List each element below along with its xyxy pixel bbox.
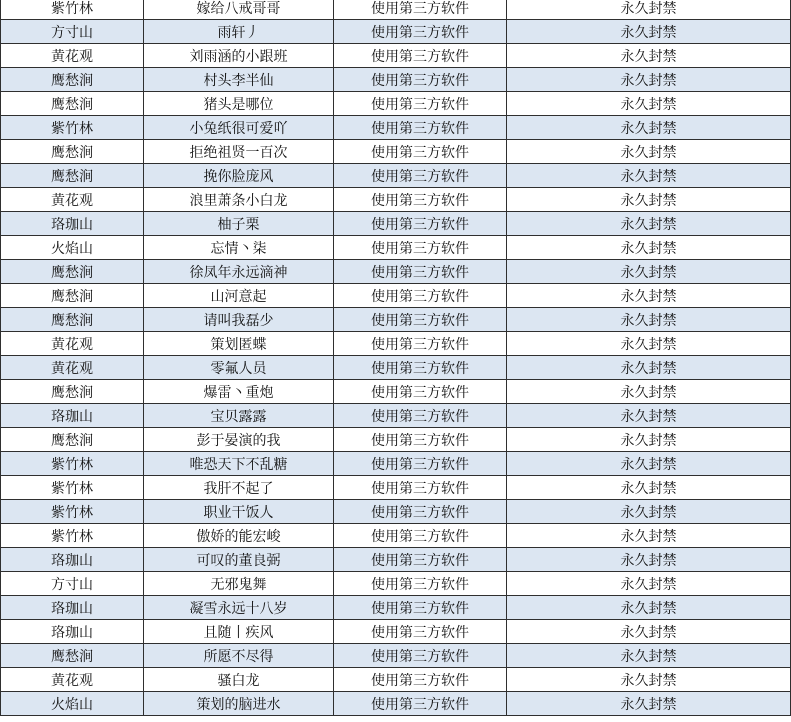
reason-cell: 使用第三方软件 [334, 452, 507, 476]
reason-cell: 使用第三方软件 [334, 644, 507, 668]
table-row [1, 20, 791, 44]
server-cell: 鹰愁涧 [1, 428, 144, 452]
table-row [1, 188, 791, 212]
penalty-cell: 永久封禁 [507, 260, 791, 284]
penalty-cell: 永久封禁 [507, 548, 791, 572]
reason-cell: 使用第三方软件 [334, 668, 507, 692]
player-name-cell: 浪里萧条小白龙 [144, 188, 334, 212]
player-name-cell: 彭于晏演的我 [144, 428, 334, 452]
penalty-cell: 永久封禁 [507, 68, 791, 92]
penalty-cell: 永久封禁 [507, 404, 791, 428]
table-row [1, 500, 791, 524]
penalty-cell: 永久封禁 [507, 332, 791, 356]
player-name-cell: 凝雪永远十八岁 [144, 596, 334, 620]
player-name-cell: 山河意起 [144, 284, 334, 308]
player-name-cell: 猪头是哪位 [144, 92, 334, 116]
reason-cell: 使用第三方软件 [334, 140, 507, 164]
player-name-cell: 宝贝露露 [144, 404, 334, 428]
server-cell: 方寸山 [1, 20, 144, 44]
server-cell: 黄花观 [1, 668, 144, 692]
reason-cell: 使用第三方软件 [334, 548, 507, 572]
table-row [1, 284, 791, 308]
table-row [1, 44, 791, 68]
penalty-cell: 永久封禁 [507, 380, 791, 404]
reason-cell: 使用第三方软件 [334, 260, 507, 284]
table-row [1, 164, 791, 188]
server-cell: 珞珈山 [1, 212, 144, 236]
penalty-cell: 永久封禁 [507, 236, 791, 260]
server-cell: 鹰愁涧 [1, 68, 144, 92]
table-row [1, 92, 791, 116]
table-row [1, 476, 791, 500]
table-row [1, 452, 791, 476]
table-row [1, 404, 791, 428]
player-name-cell: 职业干饭人 [144, 500, 334, 524]
penalty-cell: 永久封禁 [507, 356, 791, 380]
table-row [1, 692, 791, 716]
server-cell: 珞珈山 [1, 548, 144, 572]
reason-cell: 使用第三方软件 [334, 44, 507, 68]
table-row [1, 620, 791, 644]
table-row [1, 596, 791, 620]
player-name-cell: 雨轩丿 [144, 20, 334, 44]
reason-cell: 使用第三方软件 [334, 308, 507, 332]
server-cell: 紫竹林 [1, 524, 144, 548]
penalty-cell: 永久封禁 [507, 20, 791, 44]
player-name-cell: 小兔纸很可爱吖 [144, 116, 334, 140]
reason-cell: 使用第三方软件 [334, 332, 507, 356]
server-cell: 黄花观 [1, 332, 144, 356]
penalty-cell: 永久封禁 [507, 188, 791, 212]
penalty-cell: 永久封禁 [507, 0, 791, 20]
reason-cell: 使用第三方软件 [334, 404, 507, 428]
server-cell: 黄花观 [1, 44, 144, 68]
reason-cell: 使用第三方软件 [334, 620, 507, 644]
ban-list-body [1, 0, 791, 716]
player-name-cell: 无邪鬼舞 [144, 572, 334, 596]
table-row [1, 380, 791, 404]
penalty-cell: 永久封禁 [507, 308, 791, 332]
reason-cell: 使用第三方软件 [334, 92, 507, 116]
server-cell: 珞珈山 [1, 620, 144, 644]
player-name-cell: 柚子栗 [144, 212, 334, 236]
player-name-cell: 零氟人员 [144, 356, 334, 380]
table-row [1, 140, 791, 164]
reason-cell: 使用第三方软件 [334, 0, 507, 20]
player-name-cell: 村头李半仙 [144, 68, 334, 92]
server-cell: 方寸山 [1, 572, 144, 596]
reason-cell: 使用第三方软件 [334, 212, 507, 236]
penalty-cell: 永久封禁 [507, 692, 791, 716]
player-name-cell: 策划匿蝶 [144, 332, 334, 356]
penalty-cell: 永久封禁 [507, 164, 791, 188]
player-name-cell: 请叫我磊少 [144, 308, 334, 332]
penalty-cell: 永久封禁 [507, 476, 791, 500]
player-name-cell: 我肝不起了 [144, 476, 334, 500]
table-row [1, 68, 791, 92]
reason-cell: 使用第三方软件 [334, 188, 507, 212]
server-cell: 鹰愁涧 [1, 92, 144, 116]
server-cell: 火焰山 [1, 236, 144, 260]
player-name-cell: 刘雨涵的小跟班 [144, 44, 334, 68]
table-row [1, 332, 791, 356]
player-name-cell: 忘情丶柒 [144, 236, 334, 260]
table-row [1, 524, 791, 548]
table-row [1, 212, 791, 236]
reason-cell: 使用第三方软件 [334, 284, 507, 308]
reason-cell: 使用第三方软件 [334, 476, 507, 500]
penalty-cell: 永久封禁 [507, 668, 791, 692]
table-row [1, 308, 791, 332]
reason-cell: 使用第三方软件 [334, 572, 507, 596]
penalty-cell: 永久封禁 [507, 596, 791, 620]
player-name-cell: 挽你脸庞风 [144, 164, 334, 188]
table-row [1, 668, 791, 692]
penalty-cell: 永久封禁 [507, 452, 791, 476]
player-name-cell: 所愿不尽得 [144, 644, 334, 668]
server-cell: 珞珈山 [1, 404, 144, 428]
player-name-cell: 策划的脑进水 [144, 692, 334, 716]
reason-cell: 使用第三方软件 [334, 164, 507, 188]
reason-cell: 使用第三方软件 [334, 236, 507, 260]
player-name-cell: 嫁给八戒哥哥 [144, 0, 334, 20]
player-name-cell: 拒绝祖贤一百次 [144, 140, 334, 164]
table-row [1, 356, 791, 380]
server-cell: 黄花观 [1, 356, 144, 380]
reason-cell: 使用第三方软件 [334, 116, 507, 140]
table-row [1, 236, 791, 260]
server-cell: 紫竹林 [1, 0, 144, 20]
server-cell: 黄花观 [1, 188, 144, 212]
penalty-cell: 永久封禁 [507, 284, 791, 308]
penalty-cell: 永久封禁 [507, 212, 791, 236]
reason-cell: 使用第三方软件 [334, 428, 507, 452]
reason-cell: 使用第三方软件 [334, 380, 507, 404]
server-cell: 鹰愁涧 [1, 380, 144, 404]
penalty-cell: 永久封禁 [507, 44, 791, 68]
server-cell: 鹰愁涧 [1, 140, 144, 164]
reason-cell: 使用第三方软件 [334, 356, 507, 380]
server-cell: 鹰愁涧 [1, 308, 144, 332]
reason-cell: 使用第三方软件 [334, 524, 507, 548]
player-name-cell: 可叹的董良弼 [144, 548, 334, 572]
table-row [1, 428, 791, 452]
server-cell: 鹰愁涧 [1, 644, 144, 668]
penalty-cell: 永久封禁 [507, 644, 791, 668]
server-cell: 紫竹林 [1, 452, 144, 476]
server-cell: 珞珈山 [1, 596, 144, 620]
table-row [1, 644, 791, 668]
table-row [1, 260, 791, 284]
table-row [1, 572, 791, 596]
penalty-cell: 永久封禁 [507, 620, 791, 644]
server-cell: 鹰愁涧 [1, 260, 144, 284]
player-name-cell: 爆雷丶重炮 [144, 380, 334, 404]
reason-cell: 使用第三方软件 [334, 68, 507, 92]
penalty-cell: 永久封禁 [507, 524, 791, 548]
reason-cell: 使用第三方软件 [334, 500, 507, 524]
penalty-cell: 永久封禁 [507, 428, 791, 452]
table-row [1, 548, 791, 572]
reason-cell: 使用第三方软件 [334, 596, 507, 620]
player-name-cell: 且随丨疾风 [144, 620, 334, 644]
player-name-cell: 傲娇的能宏峻 [144, 524, 334, 548]
server-cell: 紫竹林 [1, 116, 144, 140]
penalty-cell: 永久封禁 [507, 92, 791, 116]
reason-cell: 使用第三方软件 [334, 20, 507, 44]
penalty-cell: 永久封禁 [507, 572, 791, 596]
player-name-cell: 骚白龙 [144, 668, 334, 692]
server-cell: 紫竹林 [1, 500, 144, 524]
penalty-cell: 永久封禁 [507, 116, 791, 140]
penalty-cell: 永久封禁 [507, 500, 791, 524]
server-cell: 紫竹林 [1, 476, 144, 500]
player-name-cell: 唯恐天下不乱糖 [144, 452, 334, 476]
table-row [1, 0, 791, 20]
server-cell: 鹰愁涧 [1, 164, 144, 188]
penalty-cell: 永久封禁 [507, 140, 791, 164]
reason-cell: 使用第三方软件 [334, 692, 507, 716]
server-cell: 鹰愁涧 [1, 284, 144, 308]
table-row [1, 116, 791, 140]
server-cell: 火焰山 [1, 692, 144, 716]
player-name-cell: 徐凤年永远滴神 [144, 260, 334, 284]
